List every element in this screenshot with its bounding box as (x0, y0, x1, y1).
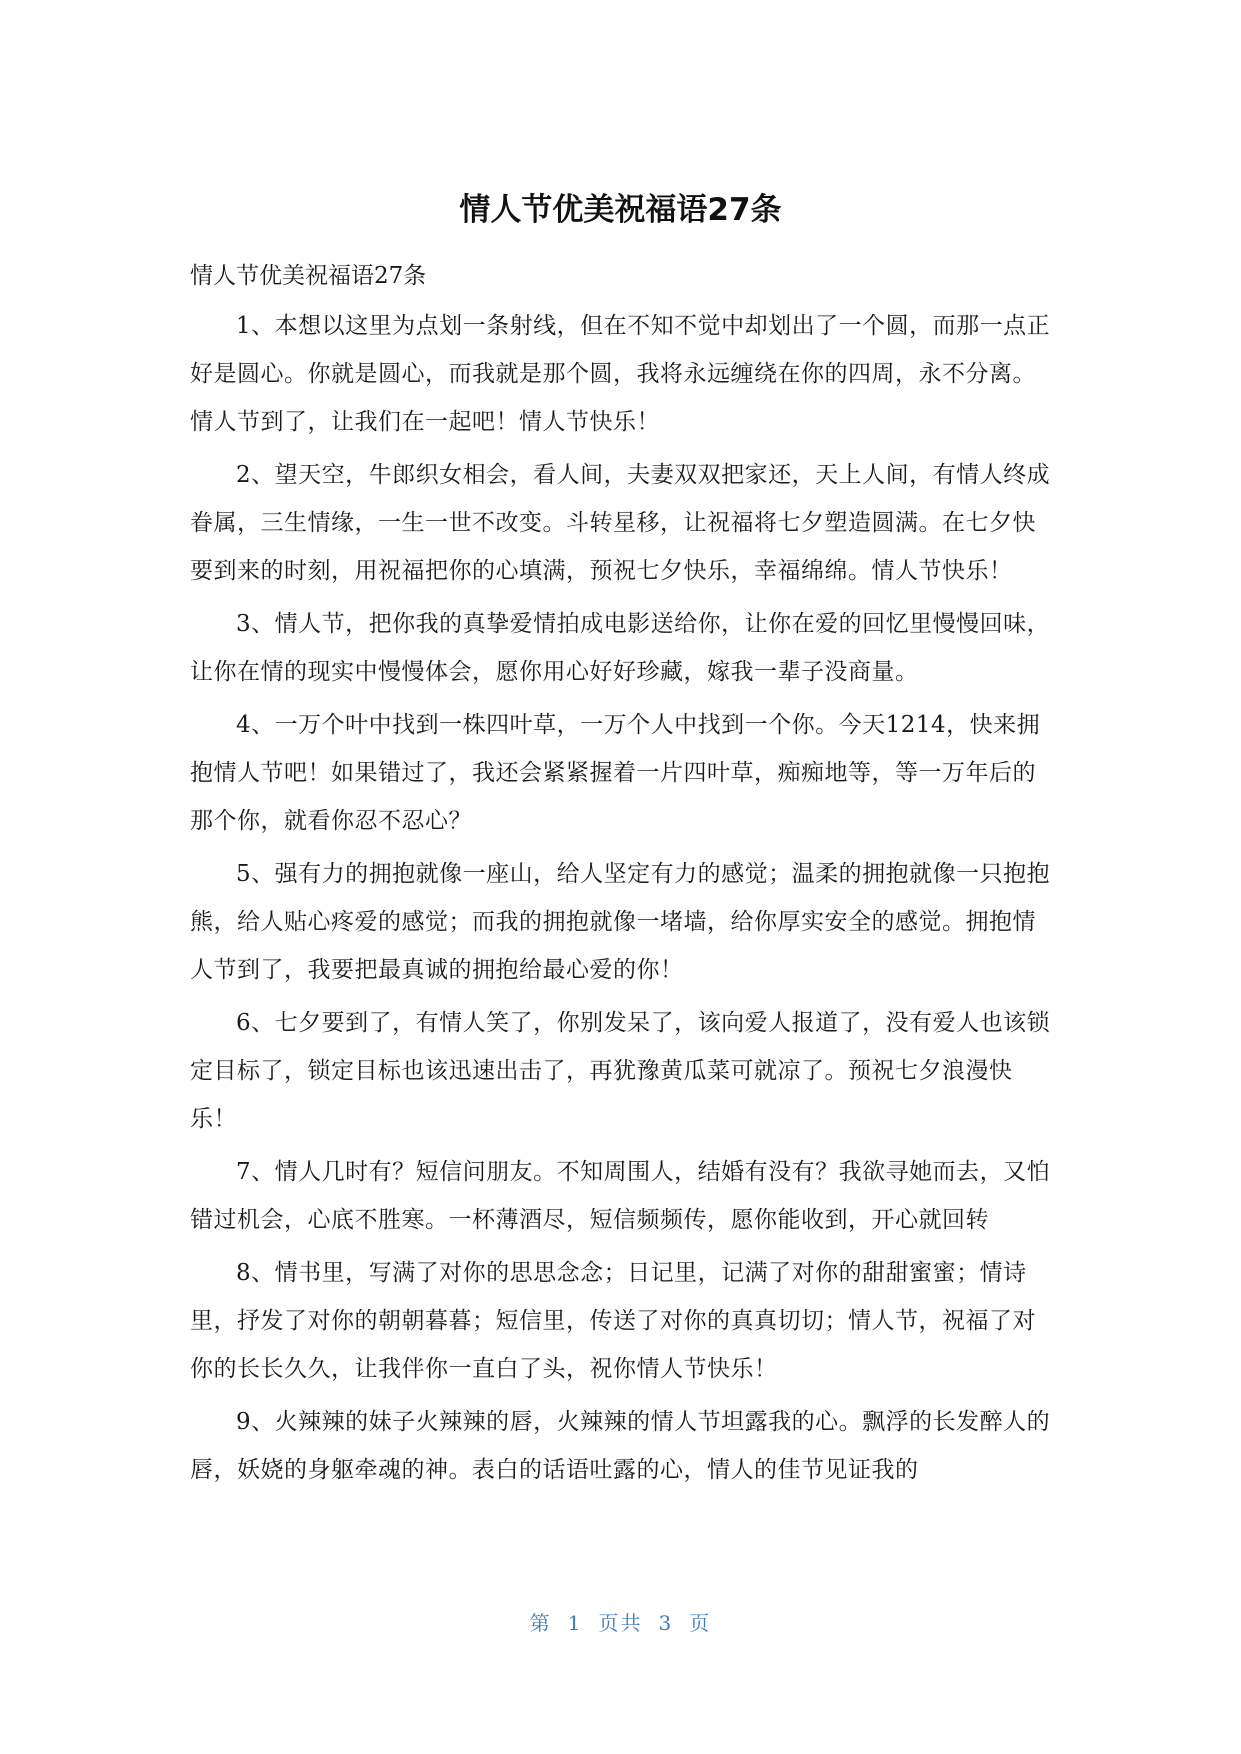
paragraph-7: 7、情人几时有？短信问朋友。不知周围人，结婚有没有？我欲寻她而去，又怕错过机会，心底不胜寒。一杯薄酒尽，短信频频传，愿你能收到，开心就回转 (190, 1159, 1051, 1233)
paragraph-8: 8、情书里，写满了对你的思思念念；日记里，记满了对你的甜甜蜜蜜；情诗里，抒发了对你的朝朝暮暮；短信里，传送了对你的真真切切；情人节，祝福了对你的长长久久，让我伴你一直白了头，祝你情人节快乐！ (190, 1260, 1036, 1382)
paragraph-9: 9、火辣辣的妹子火辣辣的唇，火辣辣的情人节坦露我的心。飘浮的长发醉人的唇，妖娆的身躯牵魂的神。表白的话语吐露的心，情人的佳节见证我的 (190, 1409, 1051, 1483)
footer-suffix: 页 (689, 1611, 712, 1635)
paragraph-3: 3、情人节，把你我的真挚爱情拍成电影送给你，让你在爱的回忆里慢慢回味，让你在情的现实中慢慢体会，愿你用心好好珍藏，嫁我一辈子没商量。 (190, 611, 1051, 685)
footer-prefix: 第 (529, 1611, 552, 1635)
footer-middle: 页共 (598, 1611, 643, 1635)
document-body (190, 254, 1052, 1499)
paragraph-2: 2、望天空，牛郎织女相会，看人间，夫妻双双把家还，天上人间，有情人终成眷属，三生情缘，一生一世不改变。斗转星移，让祝福将七夕塑造圆满。在七夕快要到来的时刻，用祝福把你的心填满，预祝七夕快乐，幸福绵绵。情人节快乐！ (190, 462, 1051, 584)
paragraph-6: 6、七夕要到了，有情人笑了，你别发呆了，该向爱人报道了，没有爱人也该锁定目标了，锁定目标也该迅速出击了，再犹豫黄瓜菜可就凉了。预祝七夕浪漫快乐！ (190, 1010, 1051, 1132)
document-subtitle: 情人节优美祝福语27条 (190, 263, 427, 289)
paragraph-4: 4、一万个叶中找到一株四叶草，一万个人中找到一个你。今天1214，快来拥抱情人节吧！如果错过了，我还会紧紧握着一片四叶草，痴痴地等，等一万年后的那个你，就看你忍不忍心？ (190, 712, 1041, 834)
page-number-footer (0, 1608, 1241, 1638)
paragraph-5: 5、强有力的拥抱就像一座山，给人坚定有力的感觉；温柔的拥抱就像一只抱抱熊，给人贴心疼爱的感觉；而我的拥抱就像一堵墙，给你厚实安全的感觉。拥抱情人节到了，我要把最真诚的拥抱给最心爱的你！ (190, 861, 1051, 983)
document-title: 情人节优美祝福语27条 (459, 192, 782, 228)
paragraph-1: 1、本想以这里为点划一条射线，但在不知不觉中却划出了一个圆，而那一点正好是圆心。你就是圆心，而我就是那个圆，我将永远缠绕在你的四周，永不分离。情人节到了，让我们在一起吧！情人节快乐！ (190, 313, 1051, 435)
footer-current-page: 1 (567, 1611, 583, 1635)
footer-total-pages: 3 (658, 1611, 674, 1635)
